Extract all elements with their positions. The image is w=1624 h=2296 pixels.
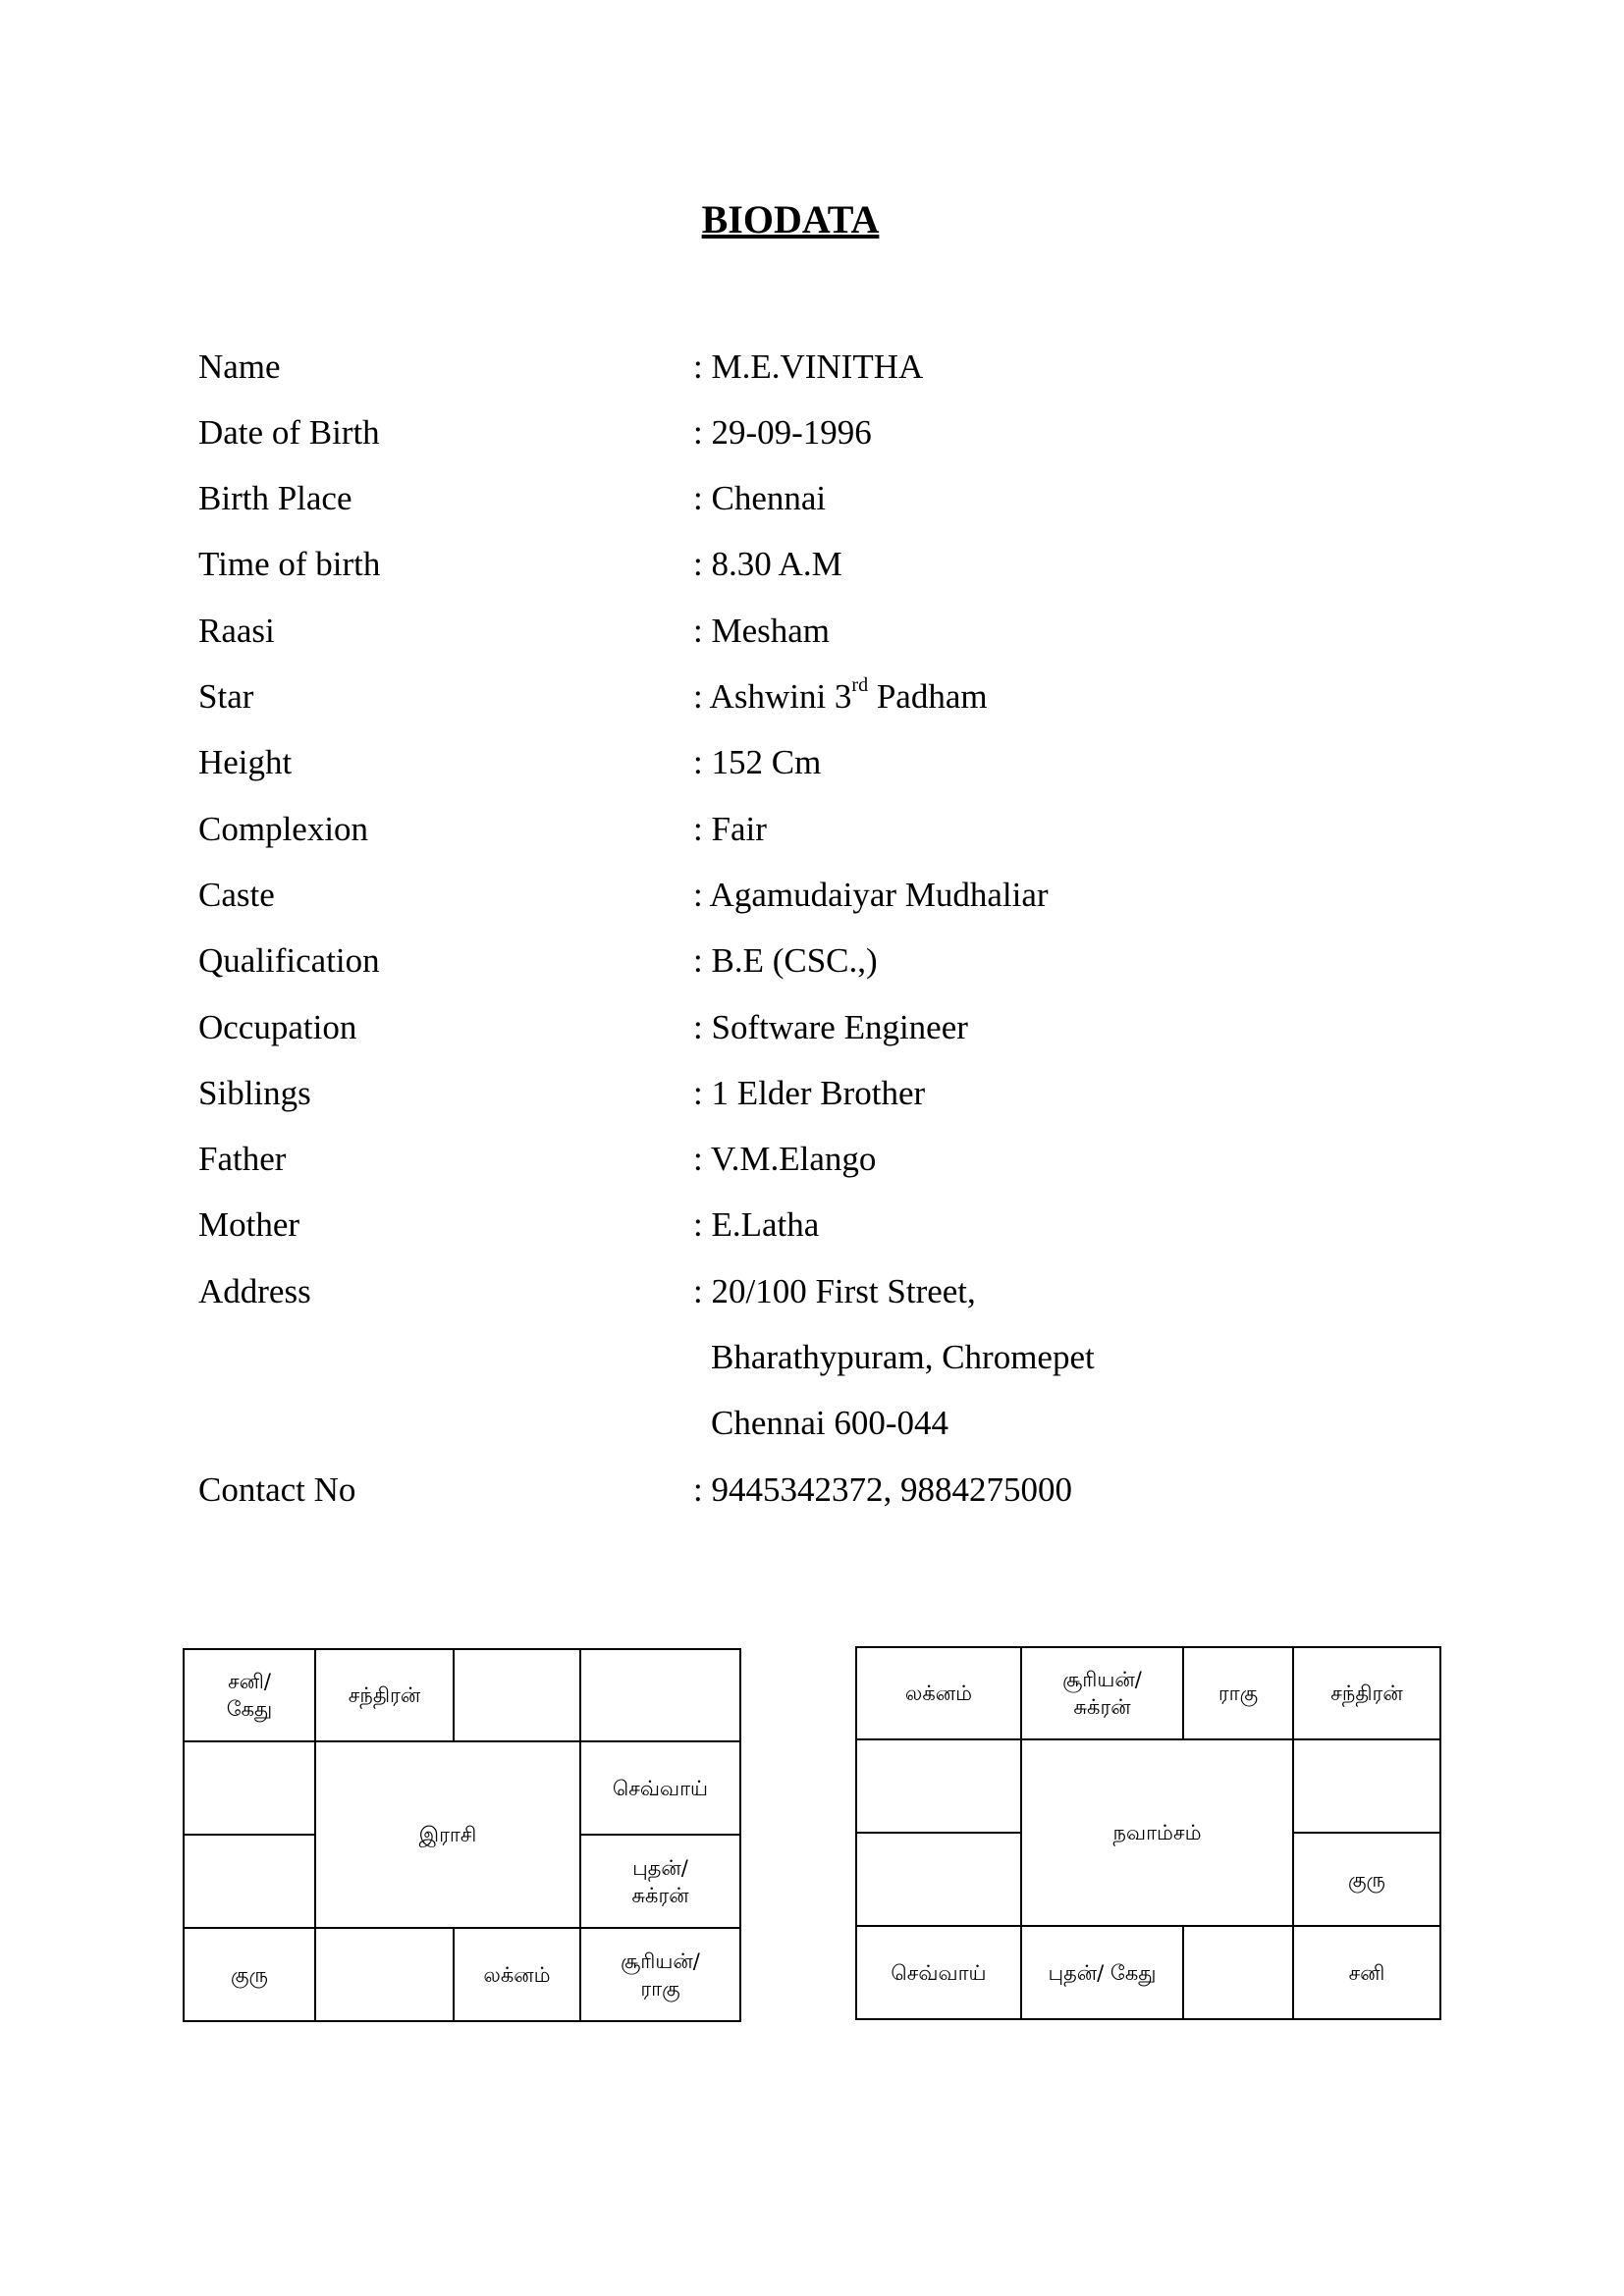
house-text: சனி [1348,1960,1385,1985]
center-text: நவாம்சம் [1112,1821,1202,1844]
navamsam-house-right-2 [1294,1834,1439,1925]
star-value-suffix: Padham [868,677,988,716]
detail-label: Mother [198,1205,300,1244]
raasi-house-top-4 [581,1650,739,1740]
raasi-house-top-2 [316,1650,453,1740]
raasi-center-label [316,1742,579,1927]
detail-value: : 20/100 First Street, [693,1272,976,1310]
navamsam-center-label [1022,1740,1292,1925]
detail-value: : V.M.Elango [693,1140,877,1178]
detail-label: Name [198,347,281,386]
navamsam-house-bottom-4 [1294,1927,1439,2018]
house-text: புதன்/ சுக்ரன் [631,1855,689,1907]
house-text: குரு [230,1962,268,1987]
raasi-house-left-1 [185,1742,314,1834]
raasi-house-top-1 [185,1650,314,1740]
navamsam-house-left-1 [857,1740,1020,1832]
detail-value: : 9445342372, 9884275000 [693,1470,1072,1509]
house-text: குரு [1347,1867,1385,1892]
raasi-house-left-2 [185,1836,314,1927]
detail-value: : 1 Elder Brother [693,1074,926,1112]
star-value-main: : Ashwini 3 [693,677,852,716]
house-text: சனி/ கேது [226,1670,273,1721]
detail-value: : Chennai [693,479,827,517]
detail-label: Date of Birth [198,413,380,452]
navamsam-house-top-3 [1184,1648,1292,1738]
detail-label: Address [198,1272,311,1310]
raasi-house-top-3 [455,1650,579,1740]
detail-value: : Agamudaiyar Mudhaliar [693,876,1049,914]
raasi-house-right-1 [581,1742,739,1834]
raasi-house-bottom-4 [581,1929,739,2020]
address-line-2: Bharathypuram, Chromepet [711,1338,1095,1376]
house-text: லக்னம் [904,1682,973,1705]
navamsam-house-top-2 [1022,1648,1182,1738]
house-text: புதன்/ கேது [1048,1960,1157,1985]
detail-value: : 152 Cm [693,743,822,781]
detail-value: : B.E (CSC.,) [693,941,878,980]
detail-label: Star [198,677,254,716]
house-text: செவ்வாய் [891,1960,987,1985]
detail-value: : Fair [693,810,767,848]
detail-label: Qualification [198,941,380,980]
house-text: சூரியன்/ சுக்ரன் [1062,1668,1142,1719]
star-value-superscript: rd [851,674,869,697]
navamsam-house-top-1 [857,1648,1020,1738]
detail-label: Occupation [198,1008,357,1046]
detail-label: Complexion [198,810,369,848]
navamsam-house-top-4 [1294,1648,1439,1738]
house-text: செவ்வாய் [612,1776,709,1800]
detail-value [693,672,988,721]
detail-value: : 8.30 A.M [693,545,842,583]
raasi-house-bottom-3 [455,1929,579,2020]
navamsam-house-bottom-2 [1022,1927,1182,2018]
navamsam-house-bottom-1 [857,1927,1020,2018]
navamsam-house-left-2 [857,1834,1020,1925]
raasi-house-bottom-1 [185,1929,314,2020]
detail-value: : Mesham [693,612,831,650]
raasi-house-bottom-2 [316,1929,453,2020]
detail-label: Father [198,1140,287,1178]
house-text: சந்திரன் [1330,1682,1403,1705]
detail-value: : M.E.VINITHA [693,347,924,386]
detail-label: Height [198,743,293,781]
navamsam-chart [855,1646,1441,2020]
detail-label: Siblings [198,1074,311,1112]
navamsam-house-right-1 [1294,1740,1439,1832]
detail-label: Time of birth [198,545,381,583]
house-text: சூரியன்/ ராகு [621,1949,700,2001]
address-line-3: Chennai 600-044 [711,1404,949,1442]
detail-label: Contact No [198,1470,356,1509]
navamsam-house-bottom-3 [1184,1927,1292,2018]
house-text: ராகு [1218,1682,1259,1705]
house-text: சந்திரன் [348,1683,421,1707]
detail-label: Raasi [198,612,275,650]
raasi-house-right-2 [581,1836,739,1927]
house-text: லக்னம் [483,1962,551,1987]
detail-label: Birth Place [198,479,352,517]
page-title: BIODATA [701,197,880,241]
detail-value: : Software Engineer [693,1008,968,1046]
detail-value: : E.Latha [693,1205,820,1244]
raasi-chart [183,1648,741,2022]
detail-value: : 29-09-1996 [693,413,872,452]
detail-label: Caste [198,876,275,914]
center-text: இராசி [418,1823,477,1846]
